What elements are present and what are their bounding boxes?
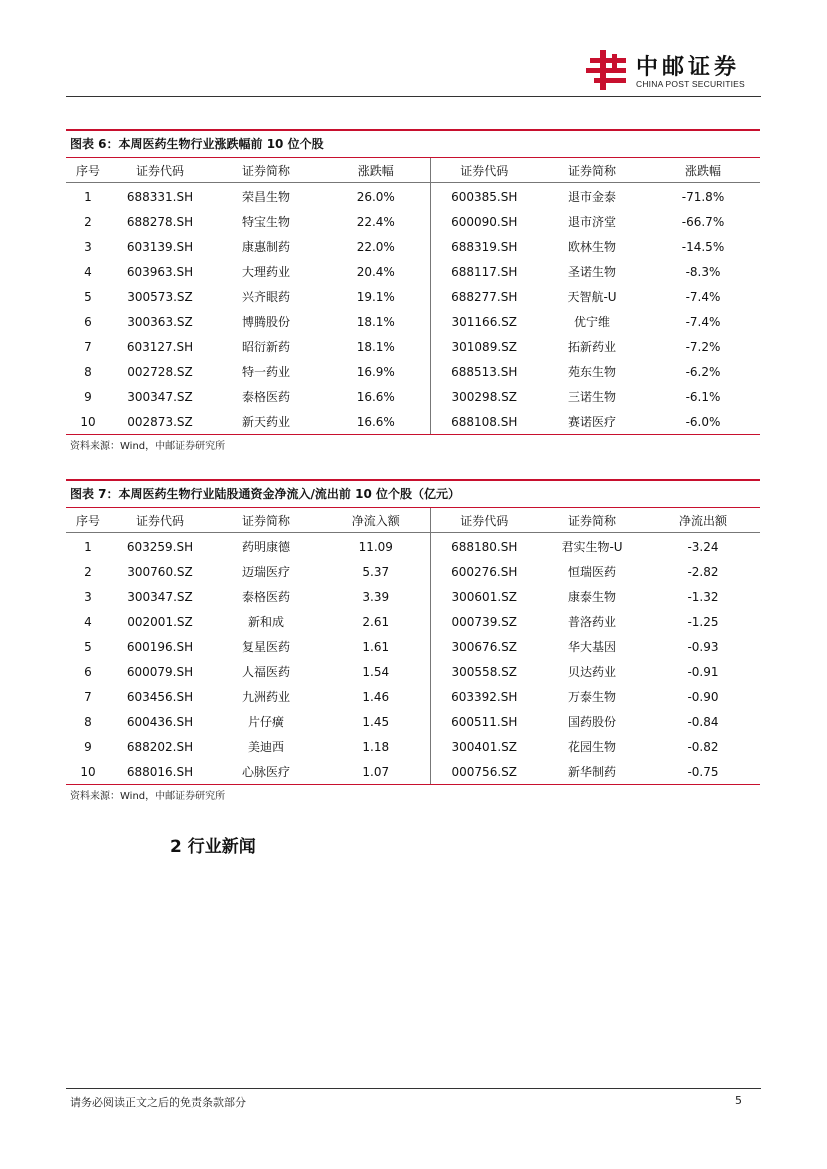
table-cell: -1.32 bbox=[687, 589, 719, 604]
table-cell: 688513.SH bbox=[430, 359, 538, 384]
company-logo bbox=[586, 48, 766, 92]
table-cell: 天智航-U bbox=[567, 290, 617, 304]
table-cell: 9 bbox=[84, 739, 92, 754]
table-cell: 1 bbox=[84, 539, 92, 554]
table-cell: -0.93 bbox=[687, 639, 719, 654]
table-row bbox=[66, 259, 760, 284]
table-cell: 7 bbox=[84, 339, 92, 354]
table-cell: 600196.SH bbox=[126, 639, 194, 654]
table-cell: 18.1% bbox=[356, 314, 395, 329]
table-cell: 3.39 bbox=[362, 589, 390, 604]
table-cell: 人福医药 bbox=[241, 665, 290, 679]
table-row bbox=[66, 284, 760, 309]
table-cell: 300676.SZ bbox=[430, 634, 538, 659]
table-row bbox=[66, 634, 760, 659]
table-cell: 4 bbox=[84, 614, 92, 629]
table-body bbox=[66, 183, 760, 435]
table-cell: 301089.SZ bbox=[430, 334, 538, 359]
table-cell: 新和成 bbox=[247, 615, 284, 629]
table-cell: 新天药业 bbox=[241, 415, 290, 429]
table-cell: 18.1% bbox=[356, 339, 395, 354]
table-cell: -0.82 bbox=[687, 739, 719, 754]
table-cell: 昭衍新药 bbox=[241, 340, 290, 354]
table-cell: 1.46 bbox=[362, 689, 390, 704]
table-cell: 9 bbox=[84, 389, 92, 404]
table-row bbox=[66, 684, 760, 709]
net-flow-table bbox=[66, 508, 760, 784]
table-cell: 退市金泰 bbox=[567, 190, 616, 204]
table-cell: 603127.SH bbox=[126, 339, 194, 354]
table-cell: 7 bbox=[84, 689, 92, 704]
table-row bbox=[66, 659, 760, 684]
header-divider bbox=[66, 96, 761, 97]
table-cell: 603139.SH bbox=[126, 239, 194, 254]
table-cell: 300401.SZ bbox=[430, 734, 538, 759]
table-cell: -71.8% bbox=[681, 189, 725, 204]
table-cell: 康泰生物 bbox=[567, 590, 616, 604]
table-cell: 300573.SZ bbox=[127, 289, 193, 304]
table-cell: 16.6% bbox=[356, 389, 395, 404]
table-cell: 10 bbox=[80, 764, 96, 779]
table-cell: 荣昌生物 bbox=[241, 190, 290, 204]
table-cell: 特一药业 bbox=[241, 365, 290, 379]
table-cell: 26.0% bbox=[356, 189, 395, 204]
table-cell: -7.4% bbox=[685, 314, 721, 329]
table-cell: 603259.SH bbox=[126, 539, 194, 554]
table-row bbox=[66, 734, 760, 759]
table-cell: -7.2% bbox=[685, 339, 721, 354]
table-cell: -8.3% bbox=[685, 264, 721, 279]
table-cell: 002873.SZ bbox=[127, 414, 193, 429]
table-cell: 19.1% bbox=[356, 289, 395, 304]
column-header: 序号 bbox=[66, 158, 110, 183]
table-cell: 1.45 bbox=[362, 714, 390, 729]
table-cell: 1.18 bbox=[362, 739, 390, 754]
logo-english-name: CHINA POST SECURITIES bbox=[636, 79, 745, 89]
table-cell: 康惠制药 bbox=[241, 240, 290, 254]
column-header: 证券代码 bbox=[430, 158, 538, 183]
table-cell: 特宝生物 bbox=[241, 215, 290, 229]
table-row bbox=[66, 209, 760, 234]
table-cell: 片仔癀 bbox=[247, 715, 284, 729]
table-cell: 3 bbox=[84, 239, 92, 254]
table-cell: -14.5% bbox=[681, 239, 725, 254]
table-cell: 300601.SZ bbox=[430, 584, 538, 609]
figure-title: 图表 6：本周医药生物行业涨跌幅前 10 位个股 bbox=[70, 137, 324, 151]
table-cell: 花园生物 bbox=[567, 740, 616, 754]
table-cell: -6.0% bbox=[685, 414, 721, 429]
column-header: 证券简称 bbox=[538, 158, 646, 183]
table-cell: 普洛药业 bbox=[567, 615, 616, 629]
table-cell: 贝达药业 bbox=[567, 665, 616, 679]
footer-divider bbox=[66, 1088, 761, 1089]
table-cell: -6.1% bbox=[685, 389, 721, 404]
table-row bbox=[66, 709, 760, 734]
table-cell: 603456.SH bbox=[126, 689, 194, 704]
column-header: 序号 bbox=[66, 508, 110, 533]
top-movers-table bbox=[66, 158, 760, 434]
column-header: 涨跌幅 bbox=[322, 158, 430, 183]
column-header: 涨跌幅 bbox=[646, 158, 760, 183]
table-cell: 16.9% bbox=[356, 364, 395, 379]
table-cell: 2.61 bbox=[362, 614, 390, 629]
table-cell: 600276.SH bbox=[430, 559, 538, 584]
table-cell: 300363.SZ bbox=[127, 314, 193, 329]
table-cell: 新华制药 bbox=[567, 765, 616, 779]
table-header-row bbox=[66, 158, 760, 183]
table-cell: -6.2% bbox=[685, 364, 721, 379]
table-cell: -0.75 bbox=[687, 764, 719, 779]
table-cell: 300298.SZ bbox=[430, 384, 538, 409]
figure-source: 资料来源：Wind，中邮证券研究所 bbox=[70, 791, 226, 802]
china-post-logo-icon bbox=[586, 50, 630, 90]
table-cell: 603963.SH bbox=[126, 264, 194, 279]
table-cell: 688277.SH bbox=[430, 284, 538, 309]
table-cell: 1 bbox=[84, 189, 92, 204]
table-cell: 赛诺医疗 bbox=[567, 415, 616, 429]
table-cell: 4 bbox=[84, 264, 92, 279]
table-row bbox=[66, 359, 760, 384]
table-cell: 600511.SH bbox=[430, 709, 538, 734]
column-header: 证券代码 bbox=[110, 508, 210, 533]
table-cell: 君实生物-U bbox=[561, 540, 623, 554]
table-cell: 1.61 bbox=[362, 639, 390, 654]
column-header: 证券简称 bbox=[210, 508, 322, 533]
table-cell: 复星医药 bbox=[241, 640, 290, 654]
table-row bbox=[66, 559, 760, 584]
table-cell: 苑东生物 bbox=[567, 365, 616, 379]
table-cell: 000756.SZ bbox=[430, 759, 538, 784]
page-number: 5 bbox=[735, 1094, 742, 1107]
table-cell: 600385.SH bbox=[430, 183, 538, 210]
table-cell: 国药股份 bbox=[567, 715, 616, 729]
column-header: 净流入额 bbox=[322, 508, 430, 533]
table-cell: 688117.SH bbox=[430, 259, 538, 284]
table-header-row bbox=[66, 508, 760, 533]
table-cell: 300558.SZ bbox=[430, 659, 538, 684]
table-row bbox=[66, 309, 760, 334]
table-cell: -0.84 bbox=[687, 714, 719, 729]
table-cell: 3 bbox=[84, 589, 92, 604]
table-cell: 6 bbox=[84, 314, 92, 329]
table-cell: 1.54 bbox=[362, 664, 390, 679]
table-cell: 688016.SH bbox=[126, 764, 194, 779]
table-cell: 药明康德 bbox=[241, 540, 290, 554]
table-cell: -3.24 bbox=[687, 539, 719, 554]
table-cell: 688278.SH bbox=[126, 214, 194, 229]
table-cell: 8 bbox=[84, 364, 92, 379]
table-cell: 600079.SH bbox=[126, 664, 194, 679]
table-cell: 拓新药业 bbox=[567, 340, 616, 354]
table-cell: 600436.SH bbox=[126, 714, 194, 729]
figure-6 bbox=[66, 129, 760, 452]
table-row bbox=[66, 334, 760, 359]
table-cell: 恒瑞医药 bbox=[567, 565, 616, 579]
column-header: 证券简称 bbox=[538, 508, 646, 533]
table-cell: 10 bbox=[80, 414, 96, 429]
table-cell: 优宁维 bbox=[573, 315, 610, 329]
table-cell: 300760.SZ bbox=[127, 564, 193, 579]
table-cell: 迈瑞医疗 bbox=[241, 565, 290, 579]
table-cell: 泰格医药 bbox=[241, 390, 290, 404]
figure-source: 资料来源：Wind，中邮证券研究所 bbox=[70, 441, 226, 452]
table-cell: 美迪西 bbox=[247, 740, 284, 754]
column-header: 证券代码 bbox=[110, 158, 210, 183]
table-cell: 5 bbox=[84, 289, 92, 304]
column-header: 净流出额 bbox=[646, 508, 760, 533]
table-cell: -2.82 bbox=[687, 564, 719, 579]
table-cell: 688108.SH bbox=[430, 409, 538, 434]
figure-title: 图表 7：本周医药生物行业陆股通资金净流入/流出前 10 位个股（亿元） bbox=[70, 487, 460, 501]
table-cell: 5 bbox=[84, 639, 92, 654]
table-row bbox=[66, 384, 760, 409]
column-header: 证券简称 bbox=[210, 158, 322, 183]
table-row bbox=[66, 234, 760, 259]
table-cell: 三诺生物 bbox=[567, 390, 616, 404]
table-cell: 688319.SH bbox=[430, 234, 538, 259]
column-header: 证券代码 bbox=[430, 508, 538, 533]
table-cell: 000739.SZ bbox=[430, 609, 538, 634]
footer-disclaimer: 请务必阅读正文之后的免责条款部分 bbox=[70, 1096, 246, 1109]
table-cell: 华大基因 bbox=[567, 640, 616, 654]
figure-bottom-rule bbox=[66, 434, 760, 435]
table-cell: 22.4% bbox=[356, 214, 395, 229]
table-cell: 退市济堂 bbox=[567, 215, 616, 229]
table-cell: 603392.SH bbox=[430, 684, 538, 709]
table-cell: -7.4% bbox=[685, 289, 721, 304]
table-row bbox=[66, 759, 760, 784]
table-row bbox=[66, 533, 760, 560]
table-cell: 16.6% bbox=[356, 414, 395, 429]
table-row bbox=[66, 409, 760, 434]
table-cell: 20.4% bbox=[356, 264, 395, 279]
table-cell: 九洲药业 bbox=[241, 690, 290, 704]
figure-bottom-rule bbox=[66, 784, 760, 785]
table-cell: 688331.SH bbox=[126, 189, 194, 204]
table-cell: 2 bbox=[84, 214, 92, 229]
table-cell: 600090.SH bbox=[430, 209, 538, 234]
table-cell: 8 bbox=[84, 714, 92, 729]
table-cell: 002728.SZ bbox=[127, 364, 193, 379]
table-cell: 博腾股份 bbox=[241, 315, 290, 329]
table-cell: 万泰生物 bbox=[567, 690, 616, 704]
table-cell: 泰格医药 bbox=[241, 590, 290, 604]
table-row bbox=[66, 584, 760, 609]
table-cell: 300347.SZ bbox=[127, 389, 193, 404]
table-cell: 301166.SZ bbox=[430, 309, 538, 334]
table-cell: 心脉医疗 bbox=[241, 765, 290, 779]
table-cell: -0.90 bbox=[687, 689, 719, 704]
table-cell: 兴齐眼药 bbox=[241, 290, 290, 304]
table-cell: 大理药业 bbox=[241, 265, 290, 279]
table-cell: 圣诺生物 bbox=[567, 265, 616, 279]
table-row bbox=[66, 183, 760, 210]
figure-7 bbox=[66, 479, 760, 802]
table-cell: -0.91 bbox=[687, 664, 719, 679]
table-cell: 2 bbox=[84, 564, 92, 579]
table-cell: -1.25 bbox=[687, 614, 719, 629]
table-cell: 002001.SZ bbox=[127, 614, 193, 629]
table-row bbox=[66, 609, 760, 634]
table-cell: 11.09 bbox=[358, 539, 393, 554]
table-body bbox=[66, 533, 760, 785]
table-cell: 300347.SZ bbox=[127, 589, 193, 604]
table-cell: 1.07 bbox=[362, 764, 390, 779]
table-cell: 欧林生物 bbox=[567, 240, 616, 254]
table-cell: 6 bbox=[84, 664, 92, 679]
table-cell: 22.0% bbox=[356, 239, 395, 254]
table-cell: 688202.SH bbox=[126, 739, 194, 754]
section-heading: 2 行业新闻 bbox=[170, 837, 256, 857]
table-cell: 5.37 bbox=[362, 564, 390, 579]
table-cell: 688180.SH bbox=[430, 533, 538, 560]
logo-chinese-name: 中邮证券 bbox=[636, 55, 741, 80]
table-cell: -66.7% bbox=[681, 214, 725, 229]
